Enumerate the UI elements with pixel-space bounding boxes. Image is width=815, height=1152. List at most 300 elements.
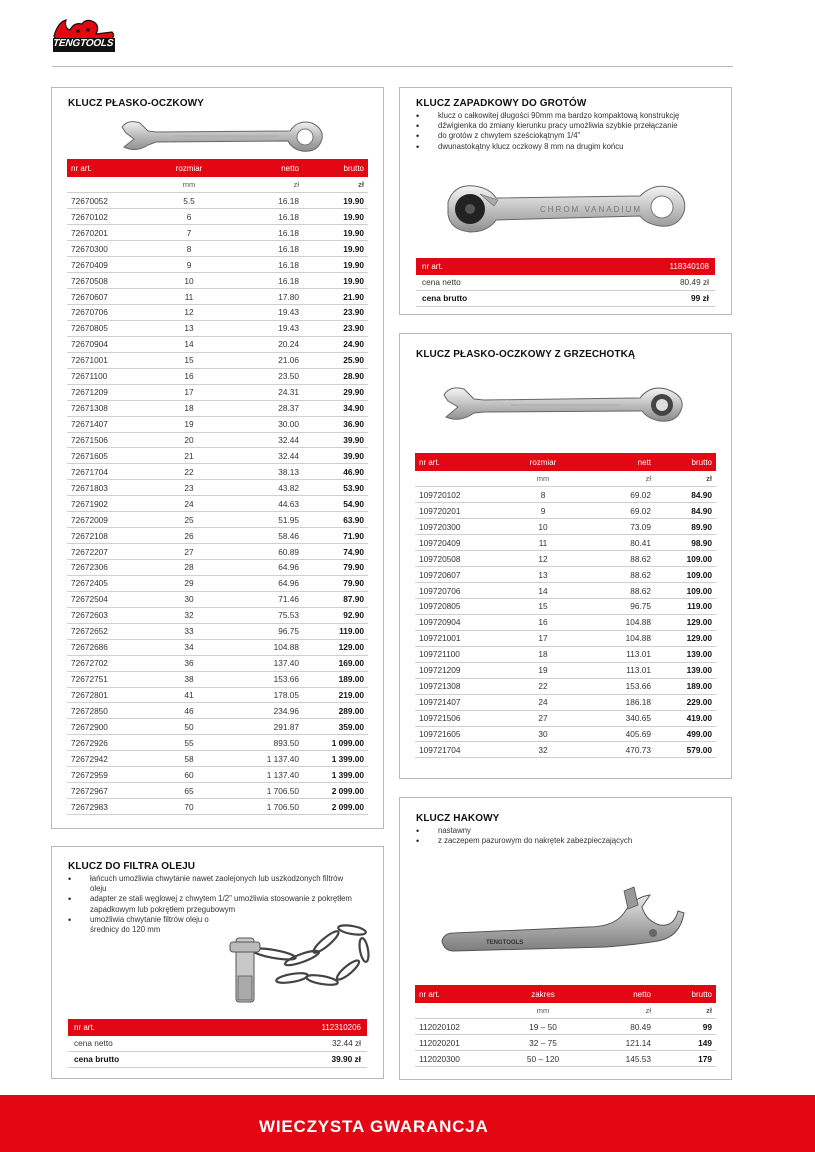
unit-cell [67, 177, 145, 193]
net-price-cell: 24.31 [233, 384, 303, 400]
net-price-cell: 145.53 [585, 1051, 655, 1067]
art-number-cell: 112020201 [415, 1035, 501, 1051]
art-number-cell: 72671407 [67, 416, 145, 432]
size-cell: 32 [501, 742, 585, 758]
table-row [67, 384, 368, 400]
size-cell: 24 [145, 496, 233, 512]
col-header-gross: brutto [655, 453, 716, 471]
table-row [67, 560, 368, 576]
size-cell: 13 [501, 567, 585, 583]
net-price-cell: 470.73 [585, 742, 655, 758]
table-row [67, 719, 368, 735]
net-price-cell: 104.88 [585, 614, 655, 630]
gross-price-cell: 34.90 [303, 400, 368, 416]
unit-cell [415, 471, 501, 487]
table-row [67, 432, 368, 448]
net-price-cell: 291.87 [233, 719, 303, 735]
net-price-cell: 23.50 [233, 368, 303, 384]
gross-label: cena brutto [74, 1054, 120, 1064]
size-cell: 8 [145, 241, 233, 257]
net-price-cell: 121.14 [585, 1035, 655, 1051]
table-row [415, 726, 716, 742]
art-number-cell: 72670805 [67, 320, 145, 336]
art-number-cell: 72672900 [67, 719, 145, 735]
size-cell: 27 [145, 544, 233, 560]
art-number-cell: 109721209 [415, 662, 501, 678]
table-row [67, 289, 368, 305]
col-header-gross: brutto [655, 985, 716, 1003]
art-number-cell: 72671100 [67, 368, 145, 384]
gross-price-cell: 74.90 [303, 544, 368, 560]
size-cell: 24 [501, 694, 585, 710]
table-units-row [67, 177, 368, 193]
net-price-cell: 69.02 [585, 503, 655, 519]
table-row [67, 241, 368, 257]
gross-price-cell: 53.90 [303, 480, 368, 496]
gross-value: 99 zł [691, 293, 709, 303]
unit-cell: mm [501, 471, 585, 487]
size-cell: 15 [501, 599, 585, 615]
net-label: cena netto [422, 277, 461, 287]
table-row [67, 687, 368, 703]
table-row [415, 519, 716, 535]
net-price-cell: 58.46 [233, 528, 303, 544]
size-cell: 20 [145, 432, 233, 448]
gross-price-cell: 129.00 [303, 639, 368, 655]
art-number: 118340108 [669, 262, 709, 271]
gross-price-cell: 129.00 [655, 614, 716, 630]
gross-price-cell: 84.90 [655, 487, 716, 503]
size-cell: 50 [145, 719, 233, 735]
unit-cell: zł [655, 1003, 716, 1019]
panel1-price-table [67, 159, 368, 815]
gross-price-cell: 25.90 [303, 352, 368, 368]
art-number-cell: 72672504 [67, 591, 145, 607]
net-price-cell: 32.44 [233, 448, 303, 464]
gross-price-cell: 109.00 [655, 583, 716, 599]
gross-price-cell: 2 099.00 [303, 799, 368, 815]
art-number-cell: 109720300 [415, 519, 501, 535]
table-row [415, 678, 716, 694]
col-header-net: nett [585, 453, 655, 471]
size-cell: 58 [145, 751, 233, 767]
art-label: nr art. [74, 1023, 95, 1032]
size-cell: 9 [501, 503, 585, 519]
panel2-art-header [416, 258, 715, 275]
art-number-cell: 72672942 [67, 751, 145, 767]
net-price-cell: 340.65 [585, 710, 655, 726]
list-item: • do grotów z chwytem sześciokątnym 1/4" [416, 131, 721, 141]
art-number-cell: 109720102 [415, 487, 501, 503]
net-price-cell: 893.50 [233, 735, 303, 751]
net-price-cell: 19.43 [233, 320, 303, 336]
gross-price-cell: 289.00 [303, 703, 368, 719]
art-number-cell: 109720904 [415, 614, 501, 630]
panel2-gross-row [416, 290, 715, 307]
net-price-cell: 60.89 [233, 544, 303, 560]
gross-price-cell: 219.00 [303, 687, 368, 703]
art-number-cell: 72671902 [67, 496, 145, 512]
net-price-cell: 75.53 [233, 607, 303, 623]
art-number-cell: 72672801 [67, 687, 145, 703]
table-row [415, 646, 716, 662]
size-cell: 50 – 120 [501, 1051, 585, 1067]
list-item: • klucz o całkowitej długości 90mm ma bardzo kompaktową konstrukcję [416, 111, 721, 121]
art-number-cell: 72672686 [67, 639, 145, 655]
gross-price-cell: 169.00 [303, 655, 368, 671]
net-price-cell: 405.69 [585, 726, 655, 742]
size-cell: 30 [501, 726, 585, 742]
net-price-cell: 88.62 [585, 551, 655, 567]
table-row [67, 320, 368, 336]
net-price-cell: 32.44 [233, 432, 303, 448]
art-number-cell: 109720508 [415, 551, 501, 567]
net-price-cell: 186.18 [585, 694, 655, 710]
net-price-cell: 21.06 [233, 352, 303, 368]
net-price-cell: 28.37 [233, 400, 303, 416]
net-price-cell: 19.43 [233, 305, 303, 321]
table-row [415, 1035, 716, 1051]
net-price-cell: 153.66 [585, 678, 655, 694]
art-number-cell: 72671605 [67, 448, 145, 464]
art-number-cell: 72670052 [67, 193, 145, 209]
panel2-net-row [416, 274, 715, 291]
art-number-cell: 72671803 [67, 480, 145, 496]
size-cell: 22 [501, 678, 585, 694]
art-number-cell: 109720409 [415, 535, 501, 551]
col-header-gross: brutto [303, 159, 368, 177]
art-number-cell: 72672983 [67, 799, 145, 815]
art-number-cell: 72672751 [67, 671, 145, 687]
art-number-cell: 72672850 [67, 703, 145, 719]
gross-price-cell: 119.00 [655, 599, 716, 615]
gross-price-cell: 21.90 [303, 289, 368, 305]
panel2-title: KLUCZ ZAPADKOWY DO GROTÓW [416, 98, 587, 109]
table-header-row [415, 985, 716, 1003]
list-item: • umożliwia chwytanie filtrów oleju o średnicy do 120 mm [68, 915, 364, 935]
net-price-cell: 80.41 [585, 535, 655, 551]
size-cell: 14 [145, 336, 233, 352]
size-cell: 19 [501, 662, 585, 678]
table-header-row [415, 453, 716, 471]
hook-wrench-image [438, 885, 688, 965]
gross-price-cell: 63.90 [303, 512, 368, 528]
gross-price-cell: 29.90 [303, 384, 368, 400]
col-header-size: rozmiar [501, 453, 585, 471]
art-number-cell: 72670300 [67, 241, 145, 257]
size-cell: 17 [501, 630, 585, 646]
gross-price-cell: 1 399.00 [303, 751, 368, 767]
table-row [67, 368, 368, 384]
net-price-cell: 1 137.40 [233, 767, 303, 783]
net-price-cell: 104.88 [233, 639, 303, 655]
gross-price-cell: 189.00 [303, 671, 368, 687]
panel4-title: KLUCZ DO FILTRA OLEJU [68, 861, 196, 872]
table-row [67, 464, 368, 480]
tool-engraving-text: CHROM VANADIUM [540, 205, 643, 214]
table-row [67, 352, 368, 368]
panel5-table-body [415, 1003, 716, 1067]
table-row [67, 400, 368, 416]
gross-price-cell: 19.90 [303, 225, 368, 241]
table-row [67, 607, 368, 623]
table-row [67, 703, 368, 719]
gross-price-cell: 2 099.00 [303, 783, 368, 799]
gross-price-cell: 79.90 [303, 575, 368, 591]
unit-cell: zł [655, 471, 716, 487]
table-row [415, 599, 716, 615]
table-row [415, 742, 716, 758]
size-cell: 70 [145, 799, 233, 815]
art-number-cell: 72672959 [67, 767, 145, 783]
table-row [415, 567, 716, 583]
net-price-cell: 178.05 [233, 687, 303, 703]
col-header-size: rozmiar [145, 159, 233, 177]
net-price-cell: 64.96 [233, 560, 303, 576]
table-row [415, 630, 716, 646]
art-number-cell: 109721001 [415, 630, 501, 646]
gross-price-cell: 109.00 [655, 551, 716, 567]
gross-price-cell: 359.00 [303, 719, 368, 735]
size-cell: 21 [145, 448, 233, 464]
list-item: • z zaczepem pazurowym do nakrętek zabezpieczających [416, 836, 721, 846]
net-value: 32.44 zł [331, 1038, 361, 1048]
art-number-cell: 72671209 [67, 384, 145, 400]
panel1-table-body [67, 177, 368, 815]
gross-price-cell: 89.90 [655, 519, 716, 535]
net-price-cell: 96.75 [585, 599, 655, 615]
net-price-cell: 80.49 [585, 1019, 655, 1035]
art-number-cell: 72671308 [67, 400, 145, 416]
net-price-cell: 1 137.40 [233, 751, 303, 767]
table-units-row [415, 1003, 716, 1019]
table-header-row [67, 159, 368, 177]
gross-price-cell: 129.00 [655, 630, 716, 646]
table-row [67, 209, 368, 225]
art-number-cell: 72672652 [67, 623, 145, 639]
table-row [67, 799, 368, 815]
gross-price-cell: 149 [655, 1035, 716, 1051]
table-row [67, 512, 368, 528]
art-number-cell: 72670904 [67, 336, 145, 352]
net-price-cell: 1 706.50 [233, 783, 303, 799]
list-item: • nastawny [416, 826, 721, 836]
list-item: • dźwigienka do zmiany kierunku pracy umożliwia szybkie przełączanie [416, 121, 721, 131]
gross-price-cell: 579.00 [655, 742, 716, 758]
net-price-cell: 113.01 [585, 662, 655, 678]
size-cell: 41 [145, 687, 233, 703]
net-price-cell: 51.95 [233, 512, 303, 528]
table-row [415, 583, 716, 599]
net-price-cell: 43.82 [233, 480, 303, 496]
size-cell: 13 [145, 320, 233, 336]
gross-price-cell: 189.00 [655, 678, 716, 694]
art-number-cell: 109721605 [415, 726, 501, 742]
top-divider [52, 66, 733, 67]
art-number-cell: 109720706 [415, 583, 501, 599]
panel3-price-table [415, 453, 716, 758]
gross-price-cell: 46.90 [303, 464, 368, 480]
gross-price-cell: 19.90 [303, 273, 368, 289]
unit-cell: mm [145, 177, 233, 193]
size-cell: 25 [145, 512, 233, 528]
art-number-cell: 72672405 [67, 575, 145, 591]
size-cell: 19 – 50 [501, 1019, 585, 1035]
art-number-cell: 112020300 [415, 1051, 501, 1067]
table-units-row [415, 471, 716, 487]
net-price-cell: 73.09 [585, 519, 655, 535]
gross-price-cell: 229.00 [655, 694, 716, 710]
size-cell: 7 [145, 225, 233, 241]
art-number-cell: 72671704 [67, 464, 145, 480]
table-row [67, 480, 368, 496]
net-price-cell: 88.62 [585, 567, 655, 583]
unit-cell [415, 1003, 501, 1019]
gross-price-cell: 54.90 [303, 496, 368, 512]
art-number-cell: 72670201 [67, 225, 145, 241]
table-row [415, 1051, 716, 1067]
size-cell: 65 [145, 783, 233, 799]
tengtools-devil-logo [52, 16, 118, 56]
size-cell: 16 [145, 368, 233, 384]
size-cell: 11 [145, 289, 233, 305]
net-price-cell: 96.75 [233, 623, 303, 639]
gross-label: cena brutto [422, 293, 468, 303]
net-price-cell: 30.00 [233, 416, 303, 432]
table-row [415, 535, 716, 551]
list-item: • dwunastokątny klucz oczkowy 8 mm na drugim końcu [416, 142, 721, 152]
unit-cell: zł [585, 1003, 655, 1019]
size-cell: 8 [501, 487, 585, 503]
gross-price-cell: 19.90 [303, 209, 368, 225]
size-cell: 22 [145, 464, 233, 480]
table-row [67, 448, 368, 464]
art-number-cell: 72672967 [67, 783, 145, 799]
col-header-art: nr art. [67, 159, 145, 177]
size-cell: 19 [145, 416, 233, 432]
panel4-gross-row [68, 1051, 367, 1068]
gross-price-cell: 1 399.00 [303, 767, 368, 783]
net-price-cell: 38.13 [233, 464, 303, 480]
net-price-cell: 16.18 [233, 225, 303, 241]
size-cell: 14 [501, 583, 585, 599]
table-row [67, 639, 368, 655]
table-row [67, 193, 368, 209]
size-cell: 46 [145, 703, 233, 719]
table-row [415, 503, 716, 519]
panel4-art-header [68, 1019, 367, 1036]
gross-value: 39.90 zł [331, 1054, 361, 1064]
net-price-cell: 234.96 [233, 703, 303, 719]
table-row [67, 305, 368, 321]
size-cell: 9 [145, 257, 233, 273]
col-header-range: zakres [501, 985, 585, 1003]
gross-price-cell: 23.90 [303, 320, 368, 336]
unit-cell: mm [501, 1003, 585, 1019]
panel4-net-row [68, 1035, 367, 1052]
gross-price-cell: 419.00 [655, 710, 716, 726]
table-row [415, 662, 716, 678]
gross-price-cell: 79.90 [303, 560, 368, 576]
net-label: cena netto [74, 1038, 113, 1048]
art-number-cell: 72670102 [67, 209, 145, 225]
art-number-cell: 72671001 [67, 352, 145, 368]
gross-price-cell: 23.90 [303, 305, 368, 321]
panel3-title: KLUCZ PŁASKO-OCZKOWY Z GRZECHOTKĄ [416, 349, 636, 360]
net-price-cell: 17.80 [233, 289, 303, 305]
net-price-cell: 71.46 [233, 591, 303, 607]
col-header-net: netto [585, 985, 655, 1003]
size-cell: 12 [501, 551, 585, 567]
table-row [415, 614, 716, 630]
size-cell: 30 [145, 591, 233, 607]
gross-price-cell: 109.00 [655, 567, 716, 583]
table-row [67, 735, 368, 751]
art-number-cell: 109721506 [415, 710, 501, 726]
net-price-cell: 64.96 [233, 575, 303, 591]
art-number-cell: 72670508 [67, 273, 145, 289]
size-cell: 32 [145, 607, 233, 623]
table-row [67, 528, 368, 544]
size-cell: 32 – 75 [501, 1035, 585, 1051]
net-value: 80.49 zł [679, 277, 709, 287]
size-cell: 36 [145, 655, 233, 671]
gross-price-cell: 36.90 [303, 416, 368, 432]
size-cell: 10 [501, 519, 585, 535]
size-cell: 16 [501, 614, 585, 630]
table-row [415, 710, 716, 726]
ratchet-bit-wrench-image [440, 178, 690, 240]
net-price-cell: 44.63 [233, 496, 303, 512]
gross-price-cell: 71.90 [303, 528, 368, 544]
gross-price-cell: 179 [655, 1051, 716, 1067]
size-cell: 15 [145, 352, 233, 368]
table-row [67, 496, 368, 512]
oil-filter-chain-wrench-image [216, 916, 376, 1008]
gross-price-cell: 139.00 [655, 646, 716, 662]
size-cell: 23 [145, 480, 233, 496]
art-number-cell: 72672108 [67, 528, 145, 544]
art-number-cell: 109721704 [415, 742, 501, 758]
table-row [415, 1019, 716, 1035]
gross-price-cell: 28.90 [303, 368, 368, 384]
unit-cell: zł [585, 471, 655, 487]
size-cell: 11 [501, 535, 585, 551]
table-row [415, 551, 716, 567]
tool-engraving-text: TENGTOOLS [486, 940, 524, 946]
net-price-cell: 1 706.50 [233, 799, 303, 815]
art-number-cell: 109721308 [415, 678, 501, 694]
art-number-cell: 109721100 [415, 646, 501, 662]
net-price-cell: 16.18 [233, 209, 303, 225]
art-number-cell: 109721407 [415, 694, 501, 710]
art-number-cell: 72671506 [67, 432, 145, 448]
panel5-title: KLUCZ HAKOWY [416, 813, 500, 824]
art-number-cell: 72670706 [67, 305, 145, 321]
unit-cell: zł [303, 177, 368, 193]
size-cell: 17 [145, 384, 233, 400]
table-row [67, 783, 368, 799]
size-cell: 5.5 [145, 193, 233, 209]
size-cell: 38 [145, 671, 233, 687]
col-header-art: nr art. [415, 453, 501, 471]
net-price-cell: 16.18 [233, 273, 303, 289]
size-cell: 29 [145, 575, 233, 591]
size-cell: 27 [501, 710, 585, 726]
table-row [67, 336, 368, 352]
gross-price-cell: 39.90 [303, 448, 368, 464]
size-cell: 26 [145, 528, 233, 544]
